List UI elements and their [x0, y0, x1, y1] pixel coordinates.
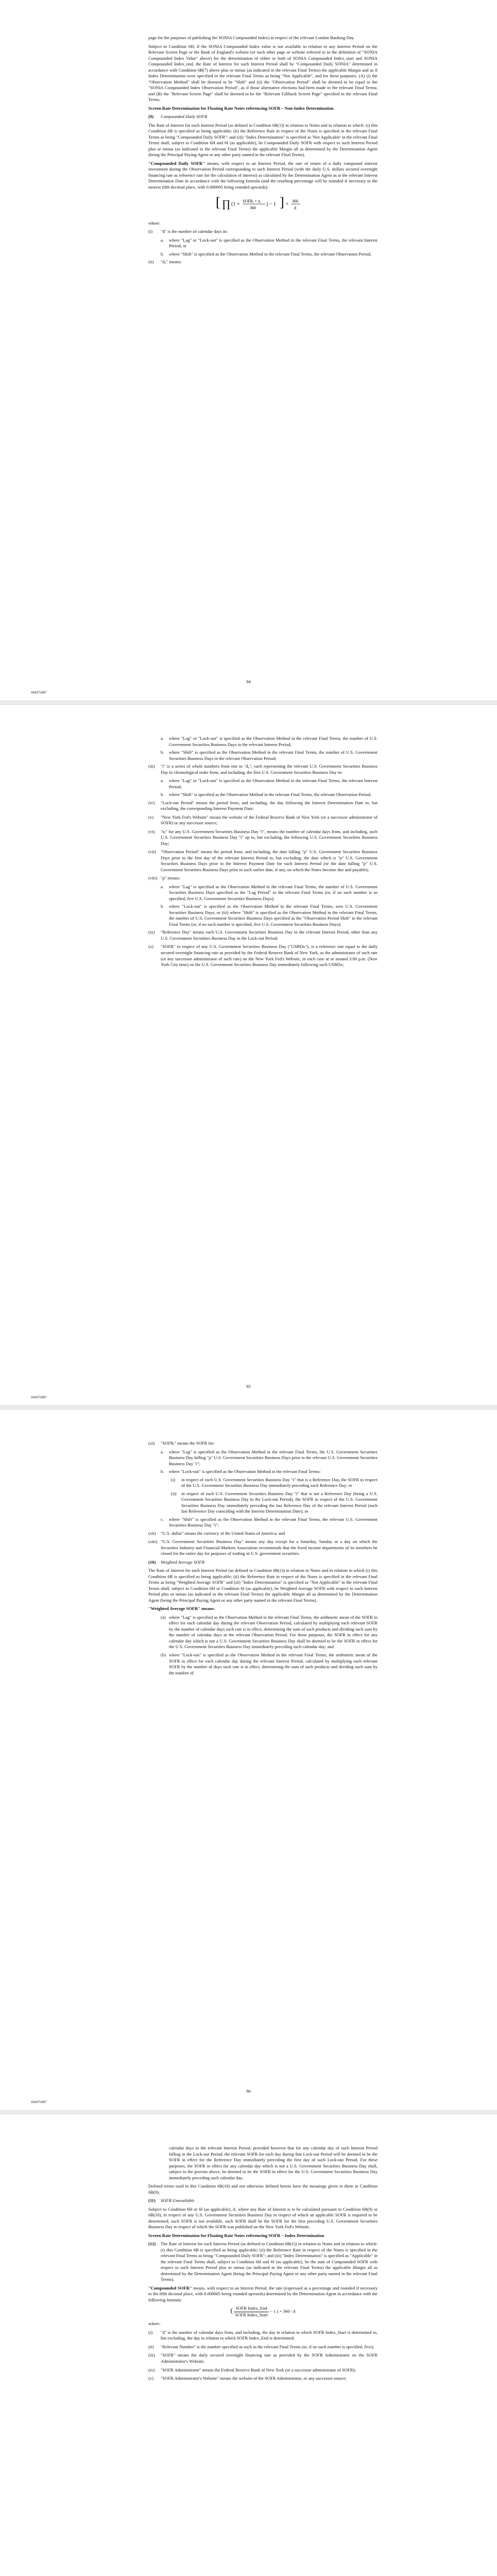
- formula-denominator: 360: [249, 206, 256, 211]
- item-number: (ii): [148, 259, 154, 265]
- list-item: (x) "SOFR" in respect of any U.S. Government Securities Business Day ("USBDx"), is a reference rate equal to the daily secured overnight financing rate as provided by the Federal Reserve Bank of New York, as the administrator of such rate (or any successor administrator of such rate) on the New York Fed's Website, in each case at or around 3.00 p.m. (New York City time) on the U.S. Government Securities Business Day immediately following such USBDx;: [148, 944, 378, 968]
- formula-compounded-daily-sofr: [148, 193, 378, 217]
- formula-numerator: SOFRᵢ × nᵢ: [242, 199, 261, 204]
- page-separator: [0, 1405, 497, 1410]
- list-item: [148, 229, 378, 235]
- item-text: "d" is the number of calendar days in:: [161, 229, 228, 234]
- formula-numerator: 360: [292, 199, 298, 204]
- list-item: (xii) "U.S. dollar" means the currency of the United States of America; and: [148, 1530, 285, 1536]
- page-97-body: [148, 2145, 378, 2384]
- document-id: A54371667: [31, 2101, 47, 2104]
- sub-sub-item: (i) in respect of each U.S. Government Securities Business Day "i" that is a Reference Day, the SOFR in respect of the U.S. Government Securities Business Day immediately preceding such Reference Day; or: [171, 1477, 378, 1488]
- bracket-left: [: [215, 195, 220, 210]
- section-title: Compounded Daily SOFR: [161, 114, 208, 120]
- list-item: (v) "New York Fed's Website" means the website of the Federal Reserve Bank of New York (or a successor administrator of SOFR) or any successor source;: [148, 814, 378, 826]
- page-94-body: [148, 35, 378, 268]
- paragraph: "Compounded SOFR" means, with respect to an Interest Period, the rate (expressed as a percentage and rounded if necessary to the fifth decimal place, with 0.000005 being rounded upwards) determined by the Determination Agent in accordance with the following formula:: [148, 2285, 378, 2302]
- list-item: (iii) "i" is a series of whole numbers from one to "d₀", each representing the relevant U.S. Government Securities Business Day in chronological order from, and including, the first U.S. Government Securities Business Day in:: [148, 764, 378, 775]
- paragraph: The Rate of Interest for each Interest Period (as defined in Condition 6B(1)) in relation to Notes and in relation to which: (i) this Condition 6B is specified as being applicable; (ii) the Reference Rate in respect of the Notes is specified in the relevant Final Terms as being "Compounded Daily SOFR"; and (iii) "Index Determination" is specified as 'Not Applicable' in the relevant Final Terms shall, subject to Condition 6H and 6I (as applicable), be Compounded Daily SOFR with respect to such Interest Period plus or minus (as indicated in the relevant Final Terms) the applicable Margin all as determined by the Determination Agent (being the Principal Paying Agent or any other party named in the relevant Final Terms).: [148, 122, 378, 158]
- sub-item: a. where "Lag" or "Lock-out" is specified as the Observation Method in the relevant Final Terms, the number of U.S. Government Securities Business Days in the relevant Interest Period;: [161, 736, 378, 747]
- sub-item: b. where "Shift" is specified as the Observation Method in the relevant Final Terms, the relevant Observation Period;: [161, 792, 372, 798]
- paragraph: calendar days in the relevant Interest Period, provided however that for any calendar day of such Interest Period falling in the Lock-out Period, the relevant SOFR for each day during that Lock-out Period will be deemed to be the SOFR in effect for the Reference Day immediately preceding the first day of such Lock-out Period. For these purposes, the SOFR in effect for any calendar day which is not a U.S. Government Securities Business Day shall, subject to the proviso above, be deemed to be the SOFR in effect for the U.S. Government Securities Business Day immediately preceding such calendar day.: [169, 2145, 378, 2180]
- paragraph: Subject to Condition 6H, if the SONIA Compounded Index value is not available in relation to any Interest Period on the Relevant Screen Page or the Bank of England's website (or such other page or website referred to in the definition of "SONIA Compounded Index Value" above) for the determination of either or both of SONIA Compounded Index_start and SONIA Compounded Index_end, the Rate of Interest for such Interest Period shall be "Compounded Daily SONIA" determined in accordance with Condition 6B(7) above plus or minus (as indicated in the relevant Final Terms) the applicable Margin and as if Index Determination were specified in the relevant Final Terms as being "Not Applicable", and for these purposes: (A) (i) the "Observation Method" shall be deemed to be "Shift" and (ii) the "Observation Period" shall be deemed to be equal to the "SONIA Compounded Index Observation Period", as if those alternative elections had been made in the relevant Final Terms; and (B) the "Relevant Screen Page" shall be deemed to be the "Relevant Fallback Screen Page" specified in the relevant Final Terms.: [148, 43, 378, 103]
- page-97: [0, 2114, 497, 2576]
- product-symbol: ∏: [221, 198, 230, 210]
- sub-item: (a) where "Lag" is specified as the Observation Method in the relevant Final Terms, the arithmetic mean of the SOFR in effect for each calendar day during the relevant Observation Period, calculated by multiplying each relevant SOFR by the number of calendar days such rate is in effect, determining the sum of such products and dividing such sum by the number of calendar days in the relevant Observation Period. For these purposes, the SOFR in effect for any calendar day which is not a U.S. Government Securities Business Day shall be deemed to be the SOFR in effect for the U.S. Government Securities Business Day immediately preceding such calendar day; and: [161, 1614, 378, 1650]
- section-heading: Screen Rate Determination for Floating Rate Notes referencing SOFR – Index Determination: [148, 2232, 324, 2238]
- bracket-right: ]: [279, 195, 284, 210]
- sub-item: (b) where "Lock-out" is specified as the Observation Method in the relevant Final Terms, the arithmetic mean of the SOFR in effect for each calendar day during the relevant Interest Period, calculated by multiplying each relevant SOFR by the number of days such rate is in effect, determining the sum of such products and dividing such sum by the number of: [161, 1652, 378, 1675]
- page-number: 96: [246, 2089, 251, 2094]
- page-number: 95: [246, 1384, 251, 1389]
- paragraph: Subject to Condition 6H or 6I (as applicable), if, where any Rate of Interest is to be calculated pursuant to Condition 6B(9) or 6B(10), in respect of any U.S. Government Securities Business Day in respect of which an applicable SOFR is required to be determined, such SOFR is not available, such SOFR shall be the SOFR for the first preceding U.S. Government Securities Business Day in respect of which the SOFR was published on the New York Fed's Website.: [148, 2206, 378, 2230]
- paragraph: Defined terms used in this Condition 6B(10) and not otherwise defined herein have the meanings given to them in Condition 6B(9).: [148, 2183, 378, 2195]
- document-id: A54371667: [31, 691, 47, 694]
- list-item: (viii) "p" means:: [148, 875, 180, 881]
- list-item: (iv) "SOFR Administrator" means the Federal Reserve Bank of New York (or a successor administrator of SOFR);: [148, 2367, 356, 2372]
- sub-item: c. where "Shift" is specified as the Observation Method in the relevant Final Terms, the relevant U.S. Government Securities Business Day "i";: [161, 1516, 378, 1528]
- list-item: (xiii) "U.S. Government Securities Business Day" means any day except for a Saturday, Sunday or a day on which the Securities Industry and Financial Markets Association recommends that the fixed income departments of its members be closed for the entire day for purposes of trading in U.S. government securities.: [148, 1539, 378, 1556]
- list-item: (ix) "Reference Day" means each U.S. Government Securities Business Day in the relevant Interest Period, other than any U.S. Government Securities Business Day in the Lock-out Period;: [148, 929, 378, 941]
- sub-item: b. where "Lock-out" is specified as the Observation Method in the relevant Final Terms:: [161, 1469, 321, 1475]
- page-96: [0, 1410, 497, 2110]
- section-heading: Screen Rate Determination for Floating Rate Notes referencing SOFR – Non-Index Determination: [148, 105, 334, 111]
- sub-item: b. where "Shift" is specified as the Observation Method in the relevant Final Terms, the number of U.S. Government Securities Business Days in the relevant Observation Period;: [161, 750, 378, 761]
- definition-text: means, with respect to an Interest Period, the rate of return of a daily compound interest investment during the Observation Period corresponding to such Interest Period (with the daily U.S. dollars secured overnight financing rate as reference rate for the calculation of interest) as calculated by the Determination Agent as at the relevant Interest Determination Date in accordance with the following formula (and the resulting percentage will be rounded if necessary to the nearest fifth decimal place, with 0.000005 being rounded upwards):: [148, 160, 378, 190]
- formula-term: ×: [285, 201, 289, 208]
- document-id: A54371667: [31, 1396, 47, 1399]
- formula-graphic: [212, 193, 315, 215]
- list-item: (i) "d" is the number of calendar days from, and including, the day in relation to which SOFR Index_Start is determined to, but excluding, the day in relation to which SOFR Index_End is determined;: [148, 2329, 378, 2341]
- section-9: [148, 114, 378, 120]
- list-item: (xi) "SOFRᵢ" means the SOFR for:: [148, 1440, 215, 1446]
- sub-item: a. where "Lag" is specified as the Observation Method in the relevant Final Terms, the number of U.S. Government Securities Business Days specified as the "Lag Period" in the relevant Final Terms (or, if no such number is so specified, five U.S. Government Securities Business Days);: [161, 884, 378, 901]
- page-95-body: [148, 736, 378, 971]
- paragraph: page for the purposes of publishing the SONIA Compounded Index) in respect of the relevant London Banking Day.: [148, 35, 355, 40]
- item-number: (i): [148, 229, 153, 234]
- paragraph: The Rate of Interest for each Interest Period (as defined in Condition 6B(1)) in relation to Notes and in relation to which (i) this Condition 6B is specified as being applicable; (ii) the Reference Rate in respect of the Notes is specified in the relevant Final Terms as being "Weighted Average SOFR" and (iii) "Index Determination" is specified as "Not Applicable" in the relevant Final Terms shall, subject to Condition 6H or Condition 6I (as applicable), be Weighted Average SOFR with respect to such Interest Period plus or minus (as indicated in the relevant Final Terms) the applicable Margin all as determined by the Determination Agent (being the Principal Paying Agent or any other party named in the relevant Final Terms).: [148, 1568, 378, 1603]
- sub-item: a. where "Lag" or "Lock-out" is specified as the Observation Method in the relevant Final Terms, the relevant Interest Period;: [161, 778, 378, 789]
- list-item: (vi) "nᵢ" for any U.S. Government Securities Business Day "i", means the number of calendar days from, and including, such U.S. Government Securities Business Day "i" up to, but excluding, the following U.S. Government Securities Business Day;: [148, 828, 378, 846]
- sub-item: a. where "Lag" is specified as the Observation Method in the relevant Final Terms, the U.S. Government Securities Business Day falling "p" U.S. Government Securities Business Days prior to the relevant U.S. Government Securities Business Day "i";: [161, 1449, 378, 1466]
- list-item: [148, 259, 378, 265]
- paragraph: "Weighted Average SOFR" means:: [148, 1606, 215, 1612]
- page-separator: [0, 2110, 497, 2114]
- page-96-body: [148, 1440, 378, 1678]
- paragraph: where:: [148, 220, 161, 226]
- formula-fraction: $\frac{\text{SOFR Index\_End}}{\text{SOFR Index\_Start}}$: [235, 2306, 268, 2317]
- sub-sub-item: (ii) in respect of each U.S. Government Securities Business Day "i" that is not a Reference Day (being a U.S. Government Securities Business Day in the Lock-out Period), the SOFR in respect of the U.S. Government Securities Business Day immediately preceding the last Reference Day of the relevant Interest Period (such last Reference Day coinciding with the Interest Determination Date); or: [171, 1490, 378, 1514]
- page-separator: [0, 701, 497, 705]
- sub-item: b. where "Shift" is specified as the Observation Method in the relevant Final Terms, the relevant Observation Period;: [161, 251, 372, 257]
- sub-item: a. where "Lag" or "Lock-out" is specified as the Observation Method in the relevant Final Terms, the relevant Interest Period; or: [161, 237, 378, 249]
- page-94: [0, 0, 497, 701]
- list-item: (iii) "SOFR" means the daily secured overnight financing rate as provided by the SOFR Administrator on the SOFR Administrator's Website;: [148, 2352, 378, 2364]
- list-item: (v) "SOFR Administrator's Website" means the website of the SOFR Administrator, or any successor source;: [148, 2376, 347, 2381]
- item-text: "d₀" means:: [161, 259, 182, 265]
- formula-denominator: d: [294, 206, 296, 211]
- formula-compounded-sofr: ( $\frac{\text{SOFR Index\_End}}{\text{SOFR Index\_Start}}$ − 1 ) × 360 / d: [230, 2306, 296, 2317]
- formula-term: (1 +: [231, 201, 239, 208]
- sub-item: b. where "Lock-out" is specified as the Observation Method in the relevant Final Terms, zero U.S. Government Securities Business Days; or (iii) where "Shift" is specified as the Observation Method in the relevant Final Terms, the number of U.S. Government Securities Business Days specified as the "Observation Period Shift" in the relevant Final Terms (or, if no such number is specified, five U.S. Government Securities Business Days);: [161, 904, 378, 927]
- list-item: (iv) "Lock-out Period" means the period from, and including, the day following the Interest Determination Date to, but excluding, the corresponding Interest Payment Date;: [148, 800, 378, 811]
- page-95: [0, 705, 497, 1405]
- section-10: (10) Weighted Average SOFR: [148, 1559, 204, 1565]
- paragraph: where:: [148, 2321, 161, 2327]
- page-number: 94: [246, 679, 251, 684]
- section-11: (11) SOFR Unavailable: [148, 2198, 195, 2204]
- list-item: (ii) "Relevant Number" is the number specified as such in the relevant Final Terms (or, if no such number is specified, five);: [148, 2344, 374, 2349]
- defined-term: "Compounded Daily SOFR": [148, 160, 205, 166]
- paragraph: [148, 161, 378, 191]
- section-12: (12) The Rate of Interest for each Interest Period (as defined in Condition 6B(1)) in relation to Notes and in relation to which: (i) this Condition 6B is specified as being applicable; (ii) the Reference Rate in respect of the Notes is specified in the relevant Final Terms as being "Compounded Daily SOFR"; and (iii) "Index Determination" is specified as "Applicable" in the relevant Final Terms shall, subject to Condition 6H and 6I (as applicable), be the sum of Compounded SOFR with respect to such Interest Period plus or minus (as indicated in the relevant Final Terms) the applicable Margin all as determined by the Determination Agent (being the Principal Paying Agent or any other party named in the relevant Final Terms).: [148, 2241, 378, 2282]
- list-item: (vii) "Observation Period" means the period from, and including, the date falling "p" U.S. Government Securities Business Days prior to the first day of the relevant Interest Period to, but excluding, the date which is "p" U.S. Government Securities Business Days prior to the Interest Payment Date for such Interest Period (or the date falling "p" U.S. Government Securities Business Days prior to such earlier date, if any, on which the Notes become due and payable);: [148, 849, 378, 872]
- section-number: (9): [148, 114, 154, 120]
- formula-term: ) − 1: [266, 201, 276, 208]
